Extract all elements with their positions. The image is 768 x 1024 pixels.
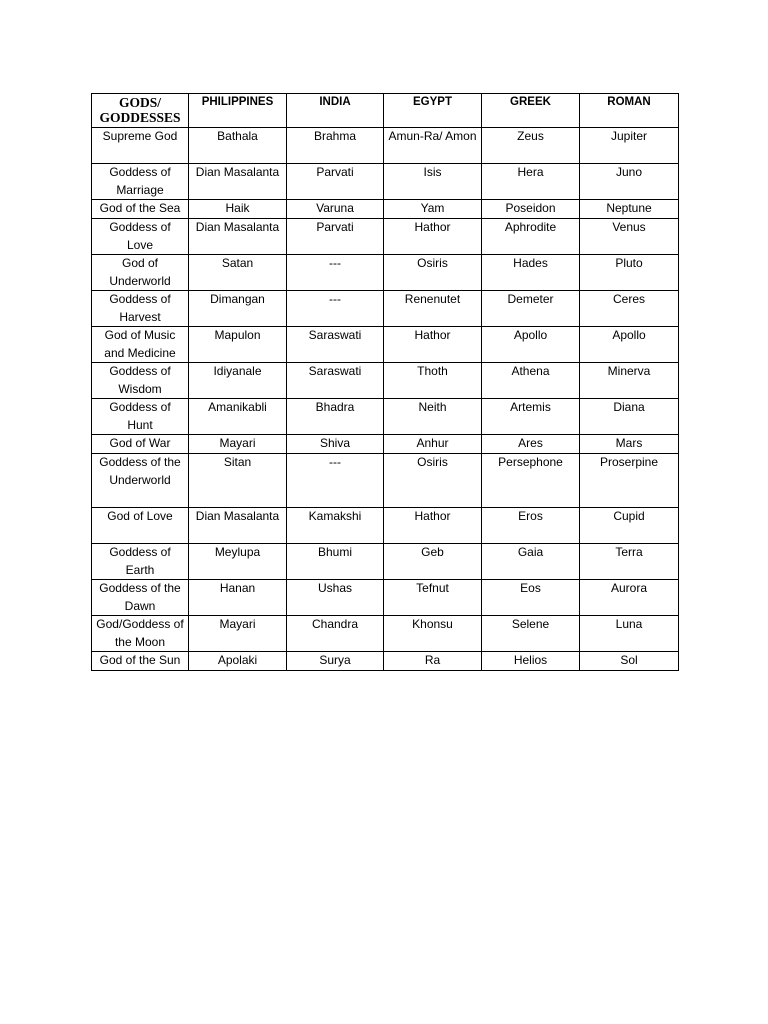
cell-roman: Apollo: [580, 327, 679, 363]
cell-greek: Hera: [482, 164, 580, 200]
cell-greek: Gaia: [482, 544, 580, 580]
cell-egypt: Osiris: [384, 454, 482, 508]
cell-egypt: Isis: [384, 164, 482, 200]
header-india: INDIA: [287, 94, 384, 128]
cell-egypt: Renenutet: [384, 291, 482, 327]
cell-roman: Mars: [580, 435, 679, 454]
cell-philippines: Dian Masalanta: [189, 164, 287, 200]
cell-egypt: Khonsu: [384, 616, 482, 652]
header-egypt: EGYPT: [384, 94, 482, 128]
cell-india: Ushas: [287, 580, 384, 616]
cell-deity-role: God/Goddess of the Moon: [92, 616, 189, 652]
cell-roman: Sol: [580, 652, 679, 671]
cell-india: Bhadra: [287, 399, 384, 435]
table-row: [92, 164, 679, 200]
gods-comparison-table: [91, 93, 679, 671]
cell-india: Chandra: [287, 616, 384, 652]
cell-philippines: Hanan: [189, 580, 287, 616]
cell-greek: Eos: [482, 580, 580, 616]
cell-roman: Cupid: [580, 508, 679, 544]
cell-greek: Demeter: [482, 291, 580, 327]
table-body: [92, 128, 679, 671]
cell-deity-role: Goddess of Earth: [92, 544, 189, 580]
table-row: [92, 128, 679, 164]
table-row: [92, 508, 679, 544]
cell-roman: Diana: [580, 399, 679, 435]
cell-deity-role: God of the Sun: [92, 652, 189, 671]
header-row: [92, 94, 679, 128]
cell-greek: Eros: [482, 508, 580, 544]
cell-greek: Aphrodite: [482, 219, 580, 255]
cell-roman: Luna: [580, 616, 679, 652]
cell-india: ---: [287, 291, 384, 327]
cell-deity-role: Goddess of Harvest: [92, 291, 189, 327]
cell-india: Parvati: [287, 219, 384, 255]
cell-india: Saraswati: [287, 363, 384, 399]
cell-india: Kamakshi: [287, 508, 384, 544]
cell-greek: Athena: [482, 363, 580, 399]
cell-egypt: Anhur: [384, 435, 482, 454]
table-row: [92, 616, 679, 652]
cell-egypt: Geb: [384, 544, 482, 580]
cell-greek: Selene: [482, 616, 580, 652]
cell-greek: Poseidon: [482, 200, 580, 219]
header-greek: GREEK: [482, 94, 580, 128]
cell-egypt: Hathor: [384, 327, 482, 363]
table-row: [92, 363, 679, 399]
cell-philippines: Sitan: [189, 454, 287, 508]
cell-roman: Ceres: [580, 291, 679, 327]
header-gods-goddesses: GODS/ GODDESSES: [92, 94, 189, 128]
cell-roman: Venus: [580, 219, 679, 255]
cell-greek: Artemis: [482, 399, 580, 435]
cell-deity-role: God of War: [92, 435, 189, 454]
cell-deity-role: Supreme God: [92, 128, 189, 164]
table-row: [92, 435, 679, 454]
cell-deity-role: Goddess of the Underworld: [92, 454, 189, 508]
cell-roman: Pluto: [580, 255, 679, 291]
cell-deity-role: God of the Sea: [92, 200, 189, 219]
header-roman: ROMAN: [580, 94, 679, 128]
cell-india: Surya: [287, 652, 384, 671]
cell-roman: Minerva: [580, 363, 679, 399]
cell-philippines: Mapulon: [189, 327, 287, 363]
table-row: [92, 291, 679, 327]
cell-roman: Proserpine: [580, 454, 679, 508]
table-row: [92, 327, 679, 363]
cell-egypt: Tefnut: [384, 580, 482, 616]
cell-egypt: Ra: [384, 652, 482, 671]
cell-greek: Apollo: [482, 327, 580, 363]
cell-deity-role: Goddess of Love: [92, 219, 189, 255]
table-row: [92, 219, 679, 255]
header-philippines: PHILIPPINES: [189, 94, 287, 128]
cell-egypt: Neith: [384, 399, 482, 435]
cell-deity-role: God of Underworld: [92, 255, 189, 291]
cell-philippines: Satan: [189, 255, 287, 291]
table-row: [92, 544, 679, 580]
cell-roman: Terra: [580, 544, 679, 580]
cell-greek: Zeus: [482, 128, 580, 164]
cell-greek: Persephone: [482, 454, 580, 508]
cell-deity-role: Goddess of the Dawn: [92, 580, 189, 616]
cell-philippines: Idiyanale: [189, 363, 287, 399]
cell-philippines: Apolaki: [189, 652, 287, 671]
cell-india: ---: [287, 255, 384, 291]
table-row: [92, 255, 679, 291]
table-row: [92, 399, 679, 435]
cell-roman: Neptune: [580, 200, 679, 219]
cell-india: Varuna: [287, 200, 384, 219]
cell-deity-role: God of Love: [92, 508, 189, 544]
cell-greek: Hades: [482, 255, 580, 291]
table-row: [92, 652, 679, 671]
table-row: [92, 454, 679, 508]
cell-egypt: Osiris: [384, 255, 482, 291]
cell-greek: Helios: [482, 652, 580, 671]
table-header: [92, 94, 679, 128]
cell-philippines: Mayari: [189, 616, 287, 652]
cell-deity-role: Goddess of Hunt: [92, 399, 189, 435]
cell-roman: Jupiter: [580, 128, 679, 164]
cell-india: Brahma: [287, 128, 384, 164]
table-row: [92, 200, 679, 219]
cell-greek: Ares: [482, 435, 580, 454]
cell-philippines: Amanikabli: [189, 399, 287, 435]
cell-deity-role: Goddess of Marriage: [92, 164, 189, 200]
cell-india: ---: [287, 454, 384, 508]
cell-egypt: Hathor: [384, 219, 482, 255]
cell-deity-role: Goddess of Wisdom: [92, 363, 189, 399]
cell-philippines: Dimangan: [189, 291, 287, 327]
cell-egypt: Amun-Ra/ Amon: [384, 128, 482, 164]
cell-philippines: Dian Masalanta: [189, 508, 287, 544]
cell-india: Shiva: [287, 435, 384, 454]
cell-philippines: Bathala: [189, 128, 287, 164]
cell-egypt: Yam: [384, 200, 482, 219]
cell-roman: Aurora: [580, 580, 679, 616]
cell-india: Parvati: [287, 164, 384, 200]
cell-philippines: Meylupa: [189, 544, 287, 580]
table-row: [92, 580, 679, 616]
cell-egypt: Hathor: [384, 508, 482, 544]
cell-india: Bhumi: [287, 544, 384, 580]
cell-philippines: Dian Masalanta: [189, 219, 287, 255]
cell-roman: Juno: [580, 164, 679, 200]
cell-deity-role: God of Music and Medicine: [92, 327, 189, 363]
cell-india: Saraswati: [287, 327, 384, 363]
cell-egypt: Thoth: [384, 363, 482, 399]
cell-philippines: Mayari: [189, 435, 287, 454]
cell-philippines: Haik: [189, 200, 287, 219]
